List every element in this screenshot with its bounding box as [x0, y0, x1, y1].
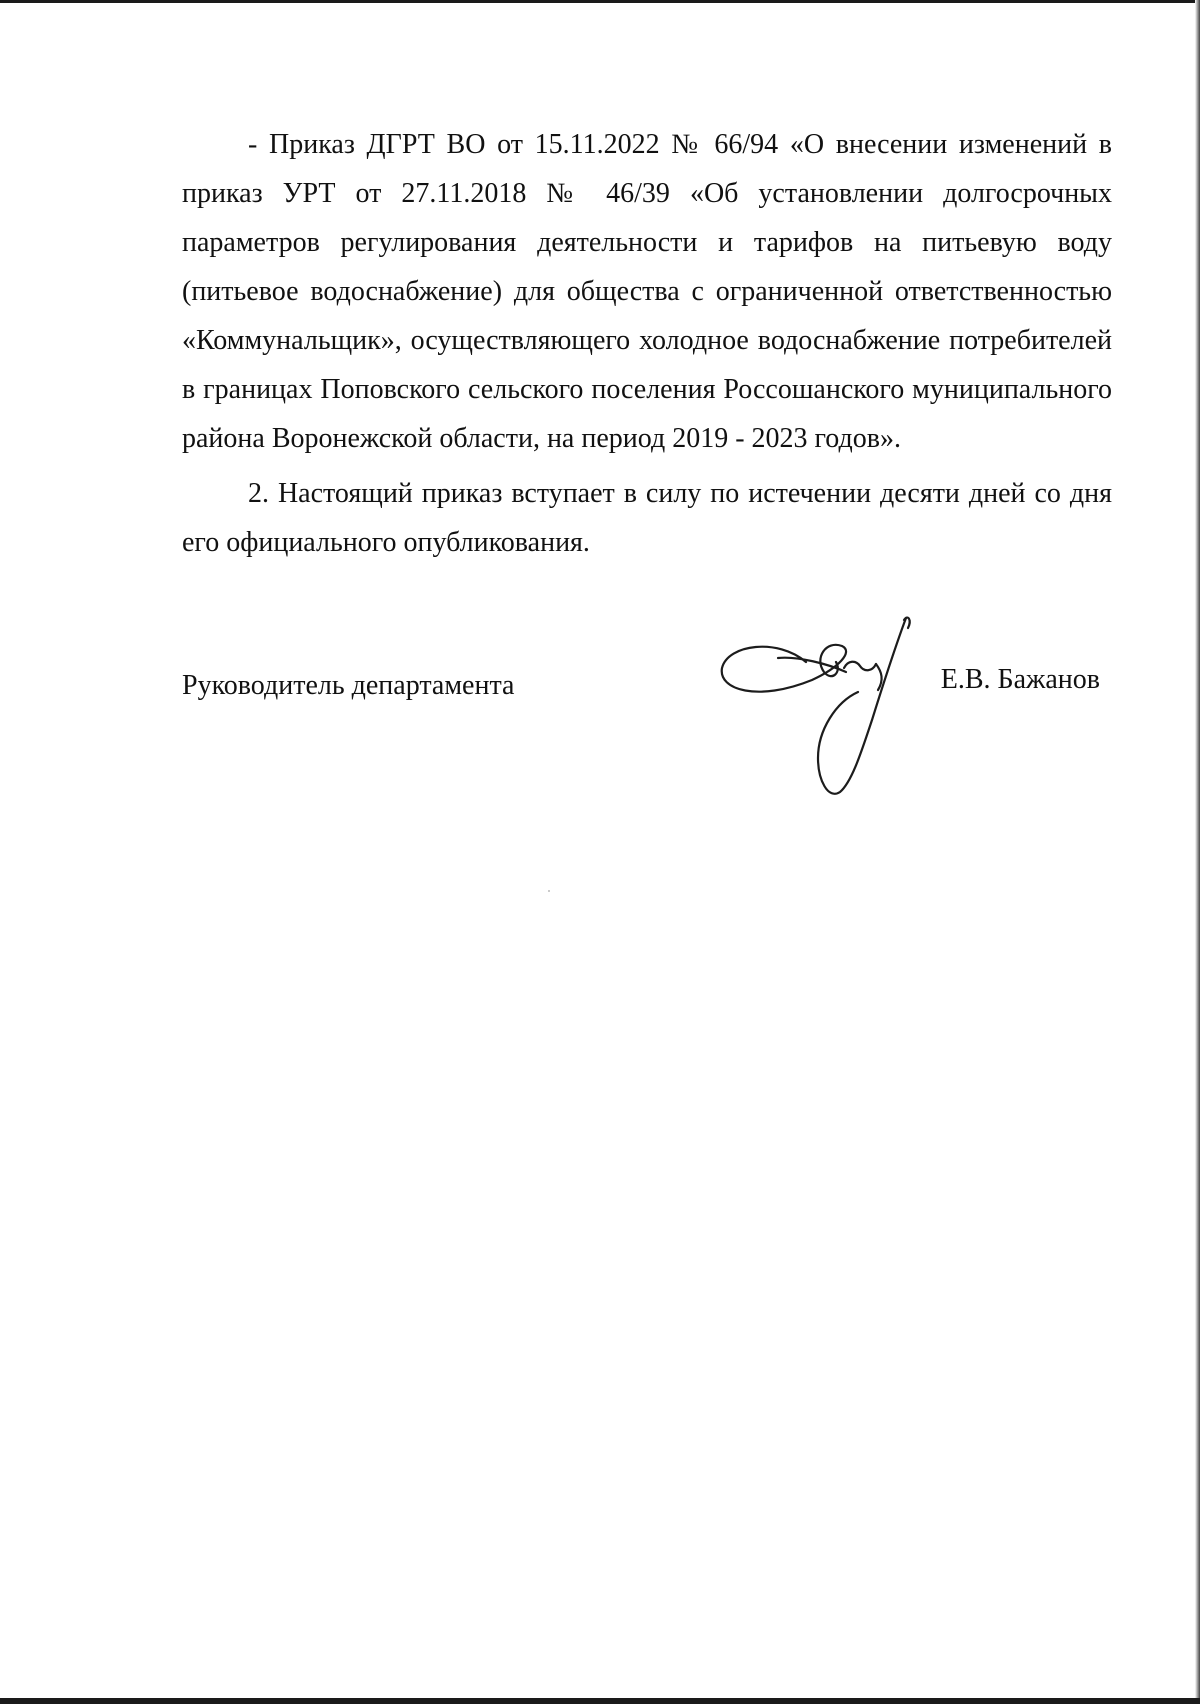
effective-date-paragraph: 2. Настоящий приказ вступает в силу по истечении десяти дней со дня его официального опубликования.	[182, 478, 1112, 558]
scan-edge-right	[1195, 0, 1200, 1704]
signer-position-title: Руководитель департамента	[182, 670, 515, 701]
signer-name: Е.В. Бажанов	[940, 664, 1100, 695]
handwritten-signature-icon	[718, 610, 934, 800]
signature-block	[182, 666, 1112, 706]
scan-edge-bottom	[0, 1698, 1200, 1704]
scan-speck	[548, 890, 550, 892]
order-amendment-paragraph: - Приказ ДГРТ ВО от 15.11.2022 № 66/94 «О внесении изменений в приказ УРТ от 27.11.2018 № 46/39 «Об установлении долгосрочных параметров регулирования деятельности и тарифов на питьевую воду (питьевое водоснабжение) для общества с ограниченной ответственностью «Коммунальщик», осуществляющего холодное водоснабжение потребителей в границах Поповского сельского поселения Россошанского муниципального района Воронежской области, на период 2019 - 2023 годов».	[182, 129, 1112, 454]
document-body	[182, 120, 1112, 567]
scan-edge-top	[0, 0, 1200, 3]
